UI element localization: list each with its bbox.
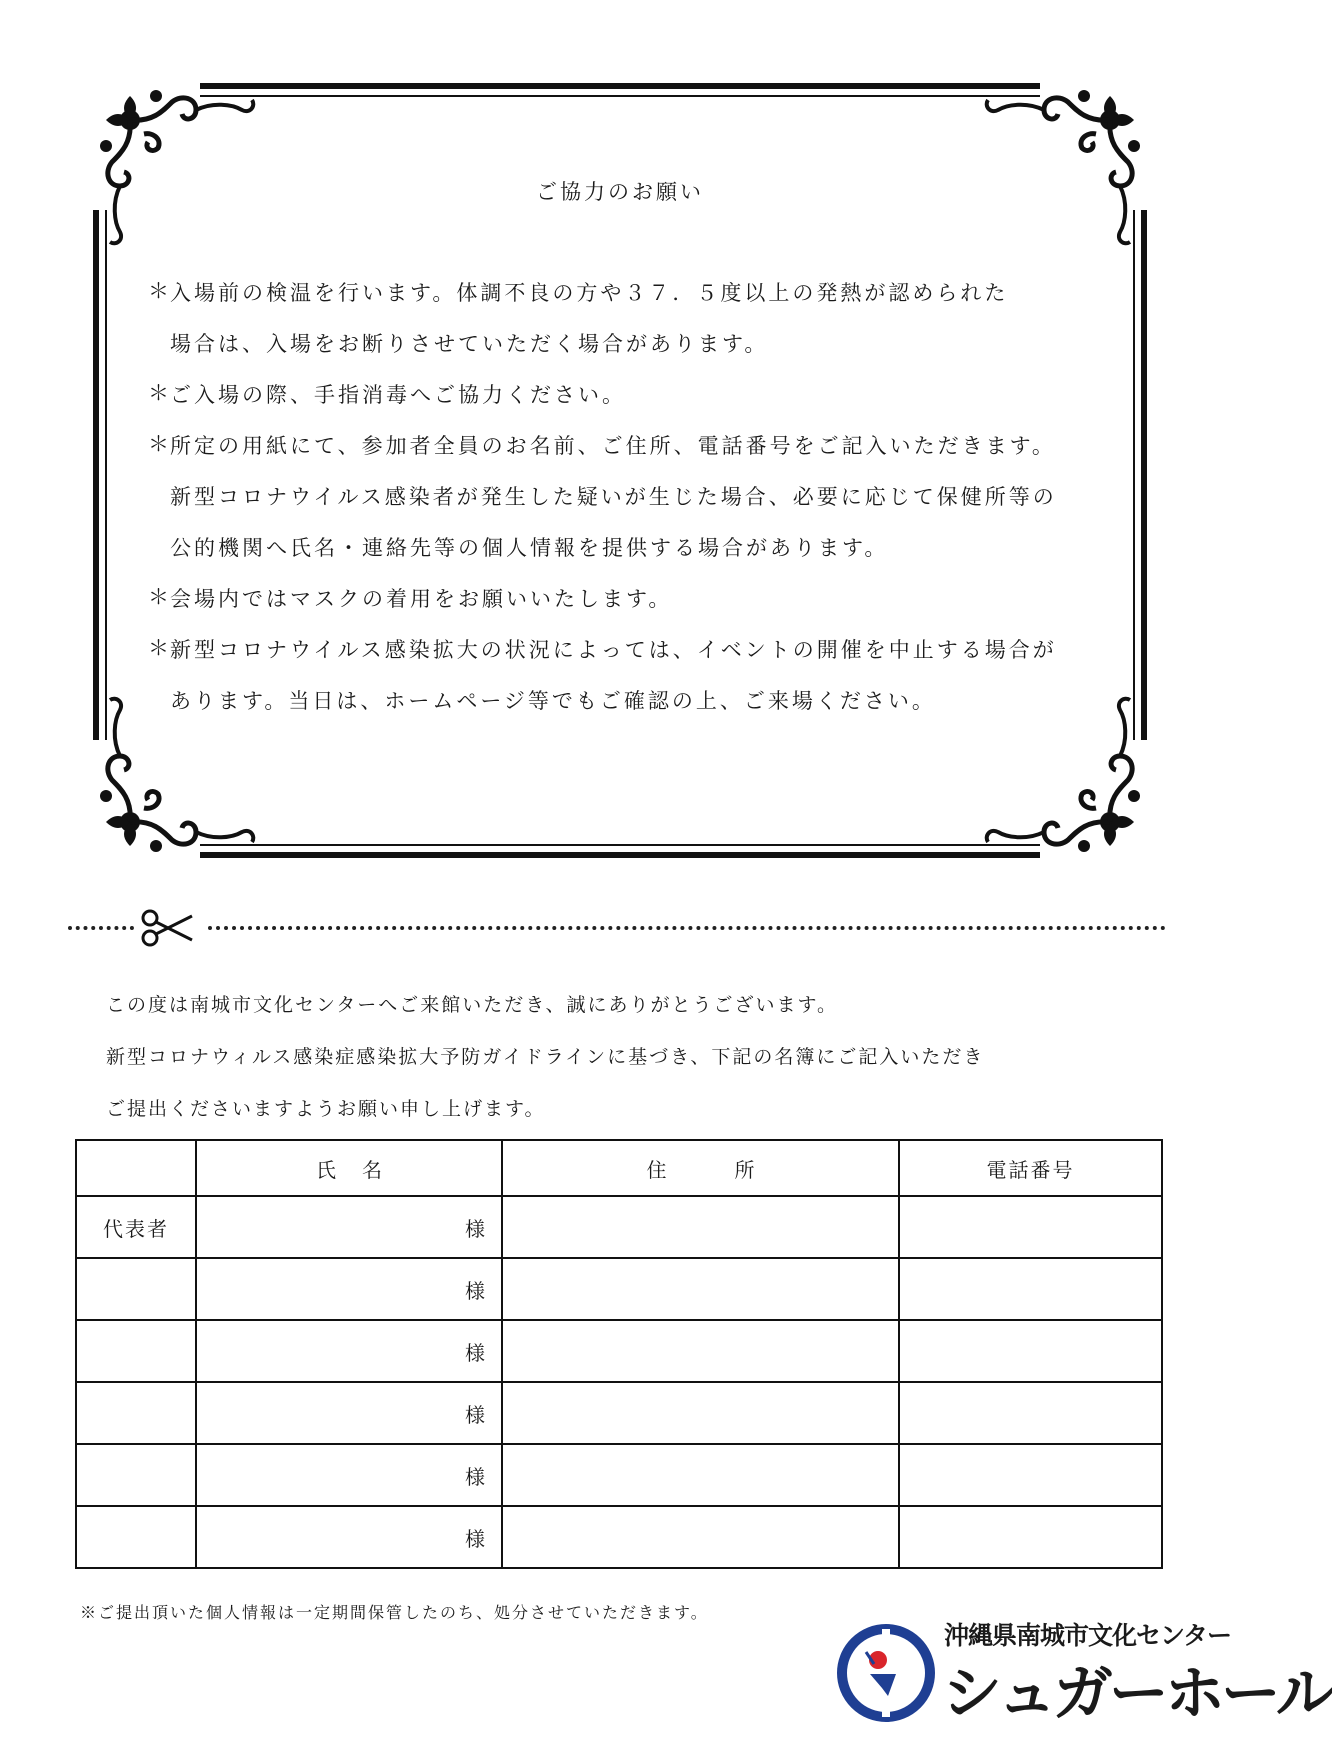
notice-bullet: ＊ — [148, 381, 172, 405]
honorific: 様 — [465, 1278, 487, 1303]
notice-line: 場合は、入場をお断りさせていただく場合があります。 — [170, 332, 769, 356]
notice-line: ご入場の際、手指消毒へご協力ください。 — [170, 383, 626, 407]
row-label: 代表者 — [76, 1196, 196, 1258]
row-label — [76, 1444, 196, 1506]
notice-list — [148, 275, 1108, 734]
table-header-row — [76, 1140, 1162, 1196]
notice-bullet: ＊ — [148, 432, 172, 456]
notice-bullet: ＊ — [148, 279, 172, 303]
honorific: 様 — [465, 1526, 487, 1551]
notice-title: ご協力のお願い — [536, 180, 704, 204]
cut-line-right — [208, 926, 1166, 930]
row-label — [76, 1258, 196, 1320]
name-field[interactable] — [196, 1382, 502, 1444]
phone-field[interactable] — [899, 1320, 1162, 1382]
notice-item — [148, 377, 1108, 413]
name-field[interactable] — [196, 1506, 502, 1568]
phone-field[interactable] — [899, 1382, 1162, 1444]
intro-line: この度は南城市文化センターへご来館いただき、誠にありがとうございます。 — [106, 994, 838, 1016]
honorific: 様 — [465, 1216, 487, 1241]
header-name — [196, 1140, 502, 1196]
notice-line: 新型コロナウイルス感染拡大の状況によっては、イベントの開催を中止する場合が — [170, 638, 1057, 662]
logo-emblem-icon — [836, 1624, 936, 1722]
notice-line: 新型コロナウイルス感染者が発生した疑いが生じた場合、必要に応じて保健所等の — [170, 485, 1057, 509]
table-row — [76, 1382, 1162, 1444]
table-row — [76, 1196, 1162, 1258]
name-field[interactable] — [196, 1320, 502, 1382]
notice-line: 公的機関へ氏名・連絡先等の個人情報を提供する場合があります。 — [170, 536, 889, 560]
address-field[interactable] — [502, 1196, 899, 1258]
phone-field[interactable] — [899, 1258, 1162, 1320]
phone-field[interactable] — [899, 1196, 1162, 1258]
address-field[interactable] — [502, 1382, 899, 1444]
name-field[interactable] — [196, 1258, 502, 1320]
notice-line: あります。当日は、ホームページ等でもご確認の上、ご来場ください。 — [170, 689, 936, 713]
address-field[interactable] — [502, 1506, 899, 1568]
intro-line: ご提出くださいますようお願い申し上げます。 — [106, 1098, 546, 1120]
notice-line: 入場前の検温を行います。体調不良の方や３７．５度以上の発熱が認められた — [170, 281, 1009, 305]
notice-bullet: ＊ — [148, 585, 172, 609]
logo-top-text: 沖縄県南城市文化センター — [944, 1621, 1232, 1650]
name-field[interactable] — [196, 1444, 502, 1506]
logo-bottom-text: シュガーホール — [942, 1659, 1332, 1729]
notice-line: 会場内ではマスクの着用をお願いいたします。 — [170, 587, 673, 611]
table-row — [76, 1320, 1162, 1382]
header-address-label: 住所 — [646, 1157, 823, 1182]
intro-line: 新型コロナウィルス感染症感染拡大予防ガイドラインに基づき、下記の名簿にご記入いただき — [106, 1046, 985, 1068]
notice-item — [148, 275, 1108, 362]
notice-item — [148, 428, 1108, 566]
header-name-label: 氏名 — [316, 1157, 408, 1182]
notice-item — [148, 581, 1108, 617]
row-label — [76, 1506, 196, 1568]
phone-field[interactable] — [899, 1444, 1162, 1506]
name-field[interactable] — [196, 1196, 502, 1258]
registration-table — [75, 1139, 1163, 1569]
address-field[interactable] — [502, 1258, 899, 1320]
header-phone: 電話番号 — [899, 1140, 1162, 1196]
honorific: 様 — [465, 1340, 487, 1365]
intro-text — [106, 992, 984, 1148]
row-label — [76, 1320, 196, 1382]
row-label — [76, 1382, 196, 1444]
honorific: 様 — [465, 1402, 487, 1427]
header-address — [502, 1140, 899, 1196]
table-row — [76, 1258, 1162, 1320]
table-row — [76, 1444, 1162, 1506]
privacy-footnote: ※ご提出頂いた個人情報は一定期間保管したのち、処分させていただきます。 — [80, 1603, 709, 1622]
cut-line-left — [68, 926, 134, 930]
table-row — [76, 1506, 1162, 1568]
address-field[interactable] — [502, 1444, 899, 1506]
sugar-hall-logo — [836, 1616, 1332, 1729]
notice-item — [148, 632, 1108, 719]
honorific: 様 — [465, 1464, 487, 1489]
scissors-icon — [140, 908, 194, 948]
notice-line: 所定の用紙にて、参加者全員のお名前、ご住所、電話番号をご記入いただきます。 — [170, 434, 1056, 458]
notice-bullet: ＊ — [148, 636, 172, 660]
address-field[interactable] — [502, 1320, 899, 1382]
phone-field[interactable] — [899, 1506, 1162, 1568]
header-blank — [76, 1140, 196, 1196]
